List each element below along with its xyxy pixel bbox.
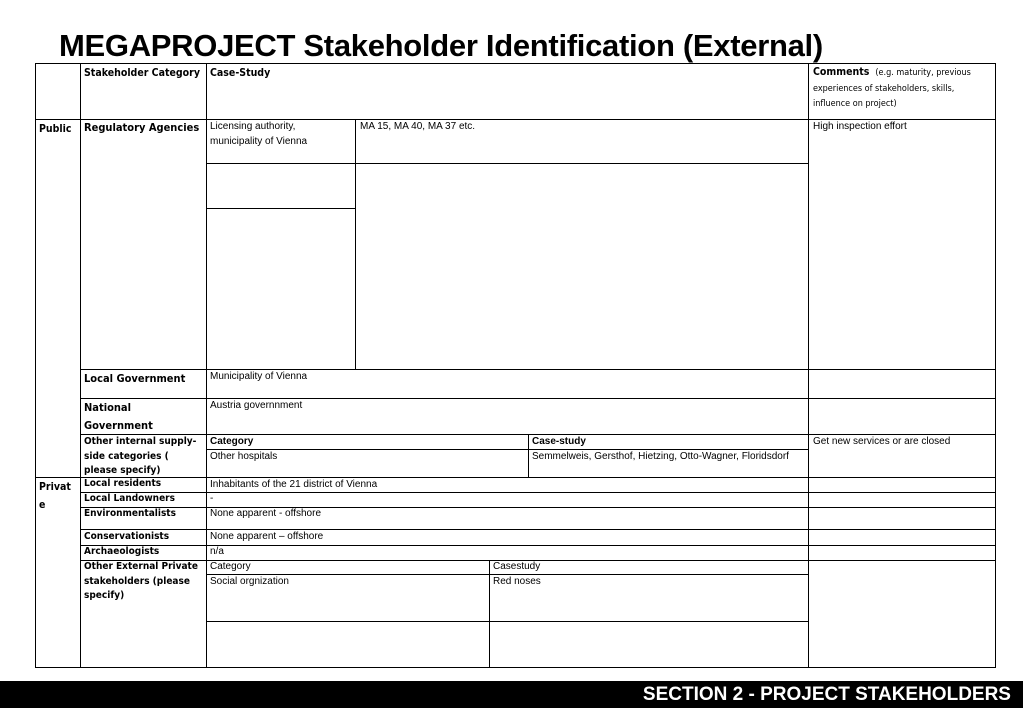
page-title: MEGAPROJECT Stakeholder Identification (External) bbox=[59, 28, 823, 63]
other-internal-category: Other internal supply-side categories ( please specify) bbox=[84, 436, 197, 476]
national-government-case: Austria governnment bbox=[210, 400, 303, 411]
regulatory-case-sub: Licensing authority, municipality of Vienna bbox=[210, 121, 308, 147]
regulatory-case-detail: MA 15, MA 40, MA 37 etc. bbox=[360, 121, 476, 132]
header-comments-note: (e.g. maturity, previous experiences of stakeholders, skills, influence on project) bbox=[813, 68, 971, 109]
column-divider bbox=[355, 119, 356, 370]
private-row-category: Environmentalists bbox=[84, 508, 176, 519]
private-row-case: None apparent - offshore bbox=[210, 508, 322, 519]
footer-bar bbox=[0, 681, 1023, 708]
other-external-category: Other External Private stakeholders (please specify) bbox=[84, 561, 198, 601]
header-comments bbox=[813, 65, 989, 112]
header-case-study: Case-Study bbox=[210, 67, 271, 79]
row-divider bbox=[206, 163, 356, 164]
other-external-sub-header-case: Casestudy bbox=[493, 561, 541, 572]
private-row-category: Local Landowners bbox=[84, 493, 175, 504]
table-border-right bbox=[995, 63, 996, 668]
header-comments-label: Comments bbox=[813, 66, 870, 78]
private-row-case: None apparent – offshore bbox=[210, 531, 324, 542]
other-internal-sub-case: Semmelweis, Gersthof, Hietzing, Otto-Wagner, Floridsdorf bbox=[532, 451, 789, 462]
private-row-category: Archaeologists bbox=[84, 546, 160, 557]
private-row-case: - bbox=[210, 493, 214, 504]
other-internal-sub-header-case: Case-study bbox=[532, 436, 586, 447]
regulatory-category: Regulatory Agencies bbox=[84, 121, 200, 134]
column-divider bbox=[80, 63, 81, 668]
row-divider bbox=[206, 621, 809, 622]
local-government-category: Local Government bbox=[84, 372, 186, 385]
table-border-left bbox=[35, 63, 36, 668]
local-government-case: Municipality of Vienna bbox=[210, 371, 308, 382]
private-row-case: n/a bbox=[210, 546, 224, 557]
national-government-category: National Government bbox=[84, 401, 153, 432]
row-divider bbox=[206, 208, 356, 209]
other-internal-sub-header-category: Category bbox=[210, 436, 254, 447]
other-external-sub-category: Social orgnization bbox=[210, 576, 289, 587]
column-divider bbox=[206, 63, 207, 668]
other-internal-sub-category: Other hospitals bbox=[210, 451, 278, 462]
other-external-sub-header-category: Category bbox=[210, 561, 251, 572]
column-divider bbox=[489, 560, 490, 668]
table-border-top bbox=[35, 63, 995, 64]
column-divider bbox=[528, 434, 529, 478]
section-private: Private bbox=[39, 481, 71, 511]
table-border-bottom bbox=[35, 667, 995, 668]
private-row-category: Local residents bbox=[84, 478, 162, 489]
private-row-category: Conservationists bbox=[84, 531, 170, 542]
header-stakeholder-category: Stakeholder Category bbox=[84, 67, 200, 79]
row-divider bbox=[356, 163, 808, 164]
other-external-sub-case: Red noses bbox=[493, 576, 541, 587]
regulatory-comment: High inspection effort bbox=[813, 121, 907, 132]
footer-section-label: SECTION 2 - PROJECT STAKEHOLDERS bbox=[642, 684, 1011, 705]
other-internal-comment: Get new services or are closed bbox=[813, 436, 951, 447]
private-row-case: Inhabitants of the 21 district of Vienna bbox=[210, 479, 378, 490]
section-public: Public bbox=[39, 123, 72, 135]
column-divider bbox=[808, 63, 809, 668]
